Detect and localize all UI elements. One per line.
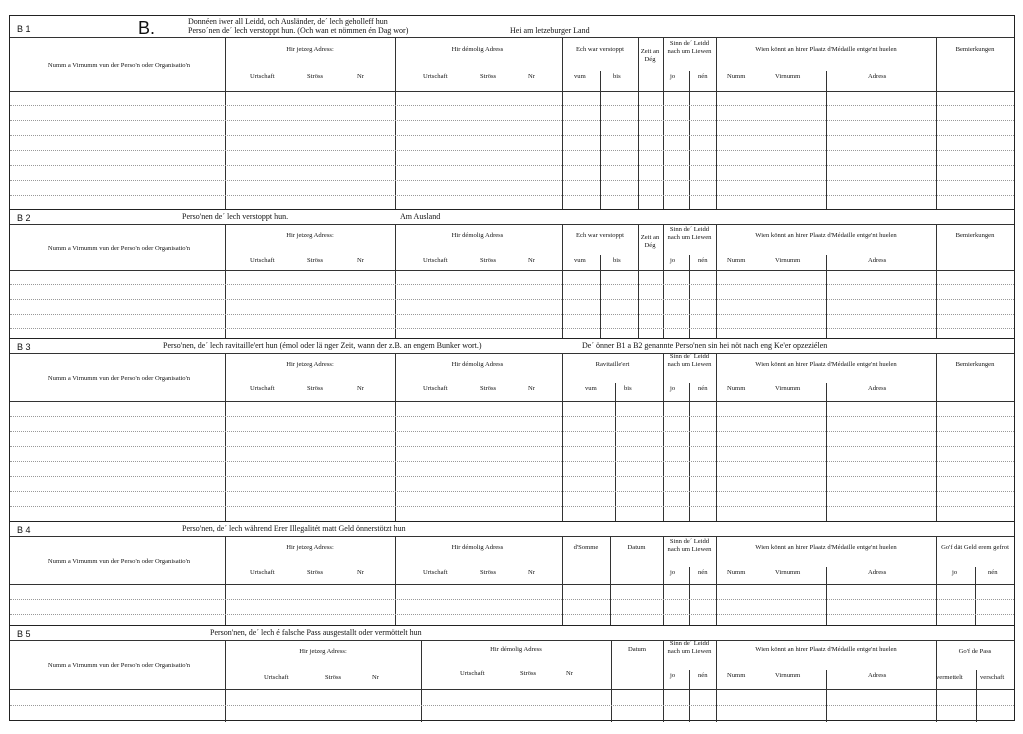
col-line [225, 37, 226, 209]
col-jo: jo [670, 73, 676, 80]
entry-line[interactable] [10, 506, 1014, 507]
time-days-header: Zeit an Dég [640, 234, 660, 249]
col-adress: Adress [868, 73, 887, 80]
header-rule [10, 353, 1014, 354]
col-virnumm: Virnumm [775, 73, 801, 80]
col-stross: Ströss [307, 569, 324, 576]
current-address-header: Hir jetzeg Adress: [299, 648, 347, 655]
entry-line[interactable] [10, 431, 1014, 432]
remarks-header: Bemierkungen [955, 46, 995, 53]
col-line [936, 224, 937, 338]
col-line [663, 224, 664, 338]
col-jo: jo [670, 257, 676, 264]
col-numm: Numm [727, 257, 746, 264]
section-title: Perso'nen, de´ lech während Erer Illegalitét matt Geld önnerstötzt hun [182, 524, 406, 533]
col-ortschaft: Urtschaft [264, 674, 289, 681]
col-stross: Ströss [307, 257, 324, 264]
supplied-header: Ravitaille'ert [595, 361, 630, 368]
col-ortschaft: Urtschaft [423, 257, 448, 264]
col-ortschaft: Urtschaft [250, 73, 275, 80]
section-title: Perso'nen, de´ lech ravitaille'ert hun (émol oder lä nger Zeit, wann der z.B. an engem Bunker wort.) [163, 341, 482, 350]
col-line [395, 353, 396, 521]
section-title: Person'nen, de´ lech é falsche Pass ausgestallt oder vermöttelt hun [210, 628, 422, 637]
entry-line[interactable] [10, 614, 1014, 615]
entry-line[interactable] [10, 299, 1014, 300]
name-column-header: Numm a Virnumm vun der Perso'n oder Organisatio'n [47, 662, 191, 669]
col-numm: Numm [727, 73, 746, 80]
entry-line[interactable] [10, 195, 1014, 196]
name-column-header: Numm a Virnumm vun der Perso'n oder Organisatio'n [47, 62, 191, 69]
col-line [395, 37, 396, 209]
entry-line[interactable] [10, 314, 1014, 315]
col-ortschaft: Urtschaft [250, 569, 275, 576]
col-bis: bis [613, 257, 621, 264]
col-nen: nén [698, 569, 708, 576]
alive-header: Sinn de´ Leidd nach um Liewen [667, 226, 712, 241]
old-address-header: Hir démolig Adress [451, 46, 504, 53]
col-ortschaft: Urtschaft [250, 385, 275, 392]
section-b2 [10, 210, 1014, 338]
col-line [976, 670, 977, 722]
col-stross: Ströss [325, 674, 342, 681]
header-line-2b: Hei am letzeburger Land [510, 26, 590, 35]
medal-header: Wien könnt an hirer Plaatz d'Médaille entge'nt huelen [755, 544, 897, 551]
col-line [562, 353, 563, 521]
section-title-b: De´ önner B1 a B2 genannte Perso'nen sin hei nöt nach eng Ke'er opzeziélen [582, 341, 828, 350]
old-address-header: Hir démolig Adress [451, 232, 504, 239]
section-code: B 1 [17, 24, 31, 34]
section-b3 [10, 339, 1014, 521]
col-line [615, 383, 616, 521]
header-bottom-rule [10, 91, 1014, 92]
header-rule [10, 536, 1014, 537]
col-ortschaft: Urtschaft [250, 257, 275, 264]
section-code: B 2 [17, 213, 31, 223]
current-address-header: Hir jetzeg Adress: [286, 544, 334, 551]
old-address-header: Hir démolig Adress [490, 646, 542, 653]
col-numm: Numm [727, 672, 746, 679]
medal-header: Wien könnt an hirer Plaatz d'Médaille entge'nt huelen [755, 646, 897, 653]
alive-header: Sinn de´ Leidd nach um Liewen [667, 40, 712, 55]
col-line [689, 567, 690, 625]
entry-line[interactable] [10, 446, 1014, 447]
col-numm: Numm [727, 569, 746, 576]
col-jo: jo [952, 569, 958, 576]
old-address-header: Hir démolig Adress [451, 544, 504, 551]
form-letter: B. [138, 18, 156, 38]
col-nen: nén [988, 569, 998, 576]
col-stross: Ströss [480, 385, 497, 392]
col-line [689, 383, 690, 521]
section-b1 [10, 16, 1014, 209]
alive-header: Sinn de´ Leidd nach um Liewen [667, 538, 712, 553]
col-stross: Ströss [480, 569, 497, 576]
entry-line[interactable] [10, 165, 1014, 166]
entry-line[interactable] [10, 328, 1014, 329]
col-numm: Numm [727, 385, 746, 392]
col-mediated: vermettelt [936, 674, 963, 681]
current-address-header: Hir jetzeg Adress: [286, 361, 334, 368]
header-bottom-rule [10, 689, 1014, 690]
col-line [600, 255, 601, 338]
col-virnumm: Virnumm [775, 257, 801, 264]
alive-header: Sinn de´ Leidd nach um Liewen [667, 353, 712, 368]
col-nr: Nr [357, 569, 364, 576]
col-line [936, 37, 937, 209]
header-line-1: Donnéen iwer all Leidd, och Ausländer, de´ lech geholleff hun [188, 17, 388, 26]
col-line [562, 224, 563, 338]
col-nen: nén [698, 385, 708, 392]
col-nr: Nr [357, 385, 364, 392]
col-nen: nén [698, 672, 708, 679]
alive-header: Sinn de´ Leidd nach um Liewen [667, 640, 712, 655]
section-title: Perso'nen de´ lech verstoppt hun. [182, 212, 289, 221]
entry-line[interactable] [10, 180, 1014, 181]
header-bottom-rule [10, 270, 1014, 271]
col-vum: vum [585, 385, 597, 392]
col-nr: Nr [566, 670, 573, 677]
col-adress: Adress [868, 385, 887, 392]
hidden-header: Ech war verstoppt [576, 232, 624, 239]
col-line [936, 353, 937, 521]
money-returned-header: Go'f dät Geld erem gefrot [941, 544, 1009, 551]
col-line [826, 383, 827, 521]
col-virnumm: Virnumm [775, 569, 801, 576]
old-address-header: Hir démolig Adress [451, 361, 504, 368]
remarks-header: Bemierkungen [955, 361, 995, 368]
header-line-2: Perso´nen de´ lech verstoppt hun. (Och wan et nömmen én Dag wor) [188, 26, 409, 35]
col-stross: Ströss [480, 257, 497, 264]
entry-line[interactable] [10, 150, 1014, 151]
form-sheet [9, 15, 1015, 721]
entry-line[interactable] [10, 599, 1014, 600]
col-jo: jo [670, 672, 676, 679]
entry-line[interactable] [10, 120, 1014, 121]
name-column-header: Numm a Virnumm vun der Perso'n oder Organisatio'n [47, 558, 191, 565]
col-adress: Adress [868, 257, 887, 264]
col-virnumm: Virnumm [775, 672, 801, 679]
col-nen: nén [698, 257, 708, 264]
col-nr: Nr [528, 385, 535, 392]
col-line [562, 37, 563, 209]
col-ortschaft: Urtschaft [423, 385, 448, 392]
col-stross: Ströss [520, 670, 537, 677]
col-stross: Ströss [480, 73, 497, 80]
sum-header: d'Somme [573, 544, 599, 551]
col-provided: verschaft [980, 674, 1005, 681]
col-vum: vum [574, 257, 586, 264]
medal-header: Wien könnt an hirer Plaatz d'Médaille entge'nt huelen [755, 46, 897, 53]
col-nr: Nr [528, 257, 535, 264]
col-line [716, 353, 717, 521]
col-jo: jo [670, 385, 676, 392]
col-bis: bis [613, 73, 621, 80]
date-header: Datum [627, 544, 646, 551]
col-nr: Nr [528, 73, 535, 80]
col-bis: bis [624, 385, 632, 392]
section-b4 [10, 522, 1014, 625]
date-header: Datum [628, 646, 646, 653]
current-address-header: Hir jetzeg Adress: [286, 232, 334, 239]
header-rule [10, 640, 1014, 641]
entry-line[interactable] [10, 491, 1014, 492]
col-line [663, 353, 664, 521]
col-line [689, 255, 690, 338]
col-ortschaft: Urtschaft [460, 670, 485, 677]
col-line [663, 37, 664, 209]
col-stross: Ströss [307, 73, 324, 80]
col-nr: Nr [372, 674, 379, 681]
name-column-header: Numm a Virnumm vun der Perso'n oder Organisatio'n [47, 375, 191, 382]
time-days-header: Zeit an Dég [640, 48, 660, 63]
col-virnumm: Virnumm [775, 385, 801, 392]
col-line [716, 37, 717, 209]
col-nr: Nr [357, 257, 364, 264]
current-address-header: Hir jetzeg Adress: [286, 46, 334, 53]
medal-header: Wien könnt an hirer Plaatz d'Médaille entge'nt huelen [755, 232, 897, 239]
col-ortschaft: Urtschaft [423, 569, 448, 576]
col-line [225, 224, 226, 338]
col-line [225, 353, 226, 521]
entry-line[interactable] [10, 135, 1014, 136]
medal-header: Wien könnt an hirer Plaatz d'Médaille entge'nt huelen [755, 361, 897, 368]
entry-line[interactable] [10, 476, 1014, 477]
col-line [689, 670, 690, 722]
section-code: B 3 [17, 342, 31, 352]
col-line [826, 255, 827, 338]
entry-line[interactable] [10, 416, 1014, 417]
header-rule [10, 224, 1014, 225]
col-line [716, 224, 717, 338]
col-nr: Nr [528, 569, 535, 576]
col-stross: Ströss [307, 385, 324, 392]
entry-line[interactable] [10, 284, 1014, 285]
entry-line[interactable] [10, 461, 1014, 462]
header-bottom-rule [10, 401, 1014, 402]
col-vum: vum [574, 73, 586, 80]
section-b5 [10, 626, 1014, 722]
col-line [826, 670, 827, 722]
col-line [395, 224, 396, 338]
header-bottom-rule [10, 584, 1014, 585]
remarks-header: Bemierkungen [955, 232, 995, 239]
col-jo: jo [670, 569, 676, 576]
name-column-header: Numm a Virnumm vun der Perso'n oder Organisatio'n [47, 245, 191, 252]
section-code: B 5 [17, 629, 31, 639]
passport-header: Go'f de Pass [958, 648, 992, 655]
entry-line[interactable] [10, 705, 1014, 706]
header-rule [10, 37, 1014, 38]
entry-line[interactable] [10, 105, 1014, 106]
col-line [826, 567, 827, 625]
section-title-b: Am Ausland [400, 212, 441, 221]
col-adress: Adress [868, 569, 887, 576]
col-adress: Adress [868, 672, 887, 679]
section-code: B 4 [17, 525, 31, 535]
hidden-header: Ech war verstoppt [576, 46, 624, 53]
col-nen: nén [698, 73, 708, 80]
col-nr: Nr [357, 73, 364, 80]
col-ortschaft: Urtschaft [423, 73, 448, 80]
col-line [975, 567, 976, 625]
